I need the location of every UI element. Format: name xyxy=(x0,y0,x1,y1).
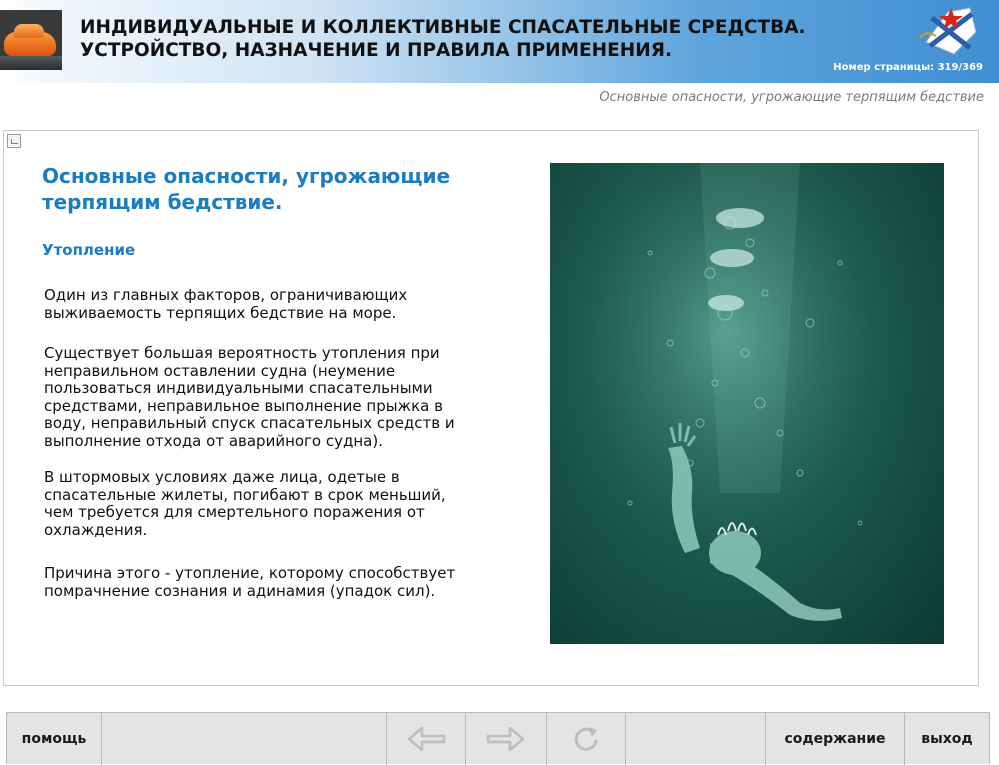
help-button[interactable] xyxy=(7,713,102,765)
paragraph-line: охлаждения. xyxy=(44,520,148,539)
help-button-label: помощь xyxy=(21,731,87,747)
paragraph-line: выполнение отхода от аварийного судна). xyxy=(44,431,383,450)
page-number: Номер страницы: 319/369 xyxy=(833,62,983,73)
forward-button[interactable] xyxy=(466,713,547,765)
paragraph-line: помрачнение сознания и адинамия (упадок сил). xyxy=(44,581,436,600)
lifeboat-logo xyxy=(0,10,62,70)
exit-button-label: выход xyxy=(921,731,973,747)
broken-image-icon xyxy=(7,134,21,148)
paragraph-line: Один из главных факторов, ограничивающих xyxy=(44,286,408,304)
paragraph-line: воду, неправильный спуск спасательных средств и xyxy=(44,414,455,432)
reload-icon xyxy=(566,723,606,755)
page-heading-line1: Основные опасности, угрожающие xyxy=(42,164,451,188)
breadcrumb: Основные опасности, угрожающие терпящим бедствие xyxy=(599,90,984,105)
nav-spacer-left xyxy=(102,713,387,765)
paragraph-line: пользоваться индивидуальными спасательными xyxy=(44,379,433,397)
header-bar xyxy=(0,0,999,83)
paragraph-line: выживаемость терпящих бедствие на море. xyxy=(44,303,397,322)
bottom-nav xyxy=(6,712,990,764)
contents-button[interactable] xyxy=(766,713,905,765)
paragraph-line: Существует большая вероятность утопления при xyxy=(44,344,440,362)
paragraph-2 xyxy=(44,345,504,450)
contents-button-label: содержание xyxy=(784,731,886,747)
course-title-line1: ИНДИВИДУАЛЬНЫЕ И КОЛЛЕКТИВНЫЕ СПАСАТЕЛЬНЫЕ СРЕДСТВА. xyxy=(80,17,806,38)
page-heading-line2: терпящим бедствие. xyxy=(42,190,283,214)
course-title-line2: УСТРОЙСТВО, НАЗНАЧЕНИЕ И ПРАВИЛА ПРИМЕНЕНИЯ. xyxy=(80,40,673,61)
drowning-illustration xyxy=(550,163,944,644)
paragraph-line: средствами, неправильное выполнение прыжка в xyxy=(44,396,443,415)
paragraph-line: чем требуется для смертельного поражения от xyxy=(44,503,425,521)
exit-button[interactable] xyxy=(905,713,989,765)
arrow-left-icon xyxy=(406,723,446,755)
paragraph-line: спасательные жилеты, погибают в срок меньший, xyxy=(44,485,446,504)
course-title xyxy=(80,16,806,62)
page-heading xyxy=(42,163,512,215)
paragraph-3 xyxy=(44,469,504,539)
nav-spacer-right xyxy=(626,713,766,765)
section-subheading: Утопление xyxy=(42,241,136,259)
paragraph-line: Причина этого - утопление, которому способствует xyxy=(44,564,456,582)
paragraph-line: В штормовых условиях даже лица, одетые в xyxy=(44,468,400,486)
paragraph-line: неправильном оставлении судна (неумение xyxy=(44,361,396,380)
arrow-right-icon xyxy=(486,723,526,755)
content-frame xyxy=(3,130,979,686)
paragraph-1 xyxy=(44,287,504,322)
paragraph-4 xyxy=(44,565,504,600)
reload-button[interactable] xyxy=(547,713,626,765)
back-button[interactable] xyxy=(387,713,466,765)
navy-emblem-icon xyxy=(918,2,984,58)
